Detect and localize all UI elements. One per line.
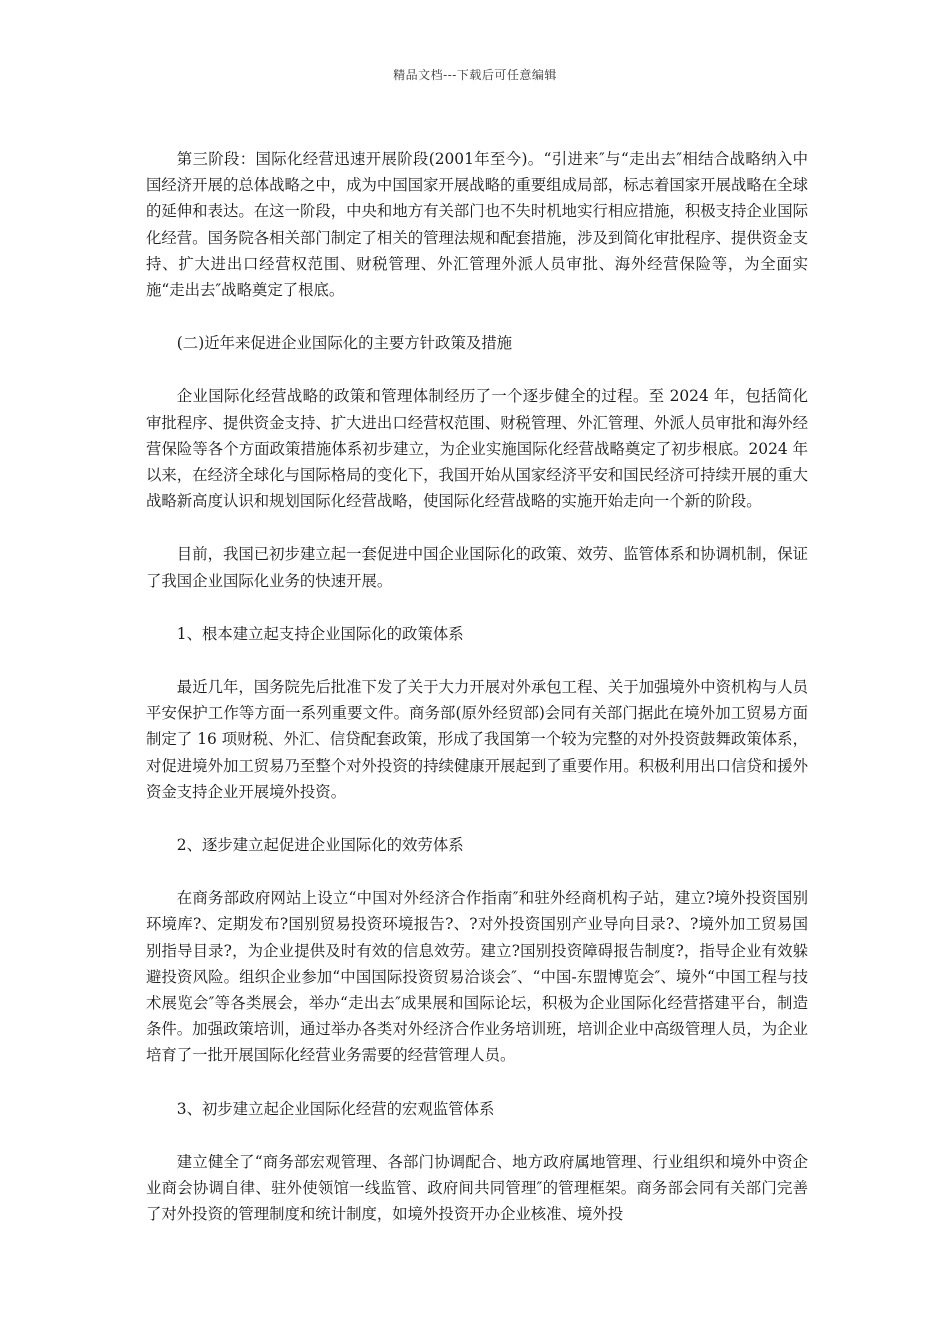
paragraph-service-system: 在商务部政府网站上设立“中国对外经济合作指南″和驻外经商机构子站，建立?境外投资国别环境库?、定期发布?国别贸易投资环境报告?、?对外投资国别产业导向目录?、?境外加工贸易国别指导目录?，为企业提供及时有效的信息效劳。建立?国别投资障碍报告制度?，指导企业有效躲避投资风险。组织企业参加“中国国际投资贸易洽谈会″、“中国-东盟博览会″、境外“中国工程与技术展览会″等各类展会，举办“走出去″成果展和国际论坛，积极为企业国际化经营搭建平台，制造条件。加强政策培训，通过举办各类对外经济合作业务培训班，培训企业中高级管理人员，为企业培育了一批开展国际化经营业务需要的经营管理人员。	[146, 889, 808, 1065]
page-header: 精品文档---下载后可任意编辑	[393, 68, 557, 82]
subheading-supervision-system: 3、初步建立起企业国际化经营的宏观监管体系	[176, 1099, 495, 1118]
section-heading-policies: (二)近年来促进企业国际化的主要方针政策及措施	[176, 334, 513, 353]
paragraph-stage-three: 第三阶段：国际化经营迅速开展阶段(2001年至今)。“引进来″与“走出去″相结合战略纳入中国经济开展的总体战略之中，成为中国国家开展战略的重要组成局部，标志着国家开展战略在全球的延伸和表达。在这一阶段，中央和地方有关部门也不失时机地实行相应措施，积极支持企业国际化经营。国务院各相关部门制定了相关的管理法规和配套措施，涉及到简化审批程序、提供资金支持、扩大进出口经营权范围、财税管理、外汇管理外派人员审批、海外经营保险等，为全面实施“走出去″战略奠定了根底。	[146, 150, 808, 300]
paragraph-policy-evolution: 企业国际化经营战略的政策和管理体制经历了一个逐步健全的过程。至 2024 年，包括简化审批程序、提供资金支持、扩大进出口经营权范围、财税管理、外汇管理、外派人员审批和海外经营保险等各个方面政策措施体系初步建立，为企业实施国际化经营战略奠定了初步根底。2024 年以来，在经济全球化与国际格局的变化下，我国开始从国家经济平安和国民经济可持续开展的重大战略新高度认识和规划国际化经营战略，使国际化经营战略的实施开始走向一个新的阶段。	[146, 387, 808, 511]
document-body	[146, 146, 808, 1255]
paragraph-supervision-system: 建立健全了“商务部宏观管理、各部门协调配合、地方政府属地管理、行业组织和境外中资企业商会协调自律、驻外使领馆一线监管、政府间共同管理″的管理框架。商务部会同有关部门完善了对外投资的管理制度和统计制度，如境外投资开办企业核准、境外投	[146, 1152, 808, 1224]
paragraph-current-system: 目前，我国已初步建立起一套促进中国企业国际化的政策、效劳、监管体系和协调机制，保证了我国企业国际化业务的快速开展。	[146, 545, 808, 590]
paragraph-policy-system: 最近几年，国务院先后批准下发了关于大力开展对外承包工程、关于加强境外中资机构与人员平安保护工作等方面一系列重要文件。商务部(原外经贸部)会同有关部门据此在境外加工贸易方面制定了 16 项财税、外汇、信贷配套政策，形成了我国第一个较为完整的对外投资鼓舞政策体系，对促进境外加工贸易乃至整个对外投资的持续健康开展起到了重要作用。积极利用出口信贷和援外资金支持企业开展境外投资。	[146, 678, 808, 801]
subheading-service-system: 2、逐步建立起促进企业国际化的效劳体系	[176, 836, 464, 855]
subheading-policy-system: 1、根本建立起支持企业国际化的政策体系	[176, 624, 464, 643]
